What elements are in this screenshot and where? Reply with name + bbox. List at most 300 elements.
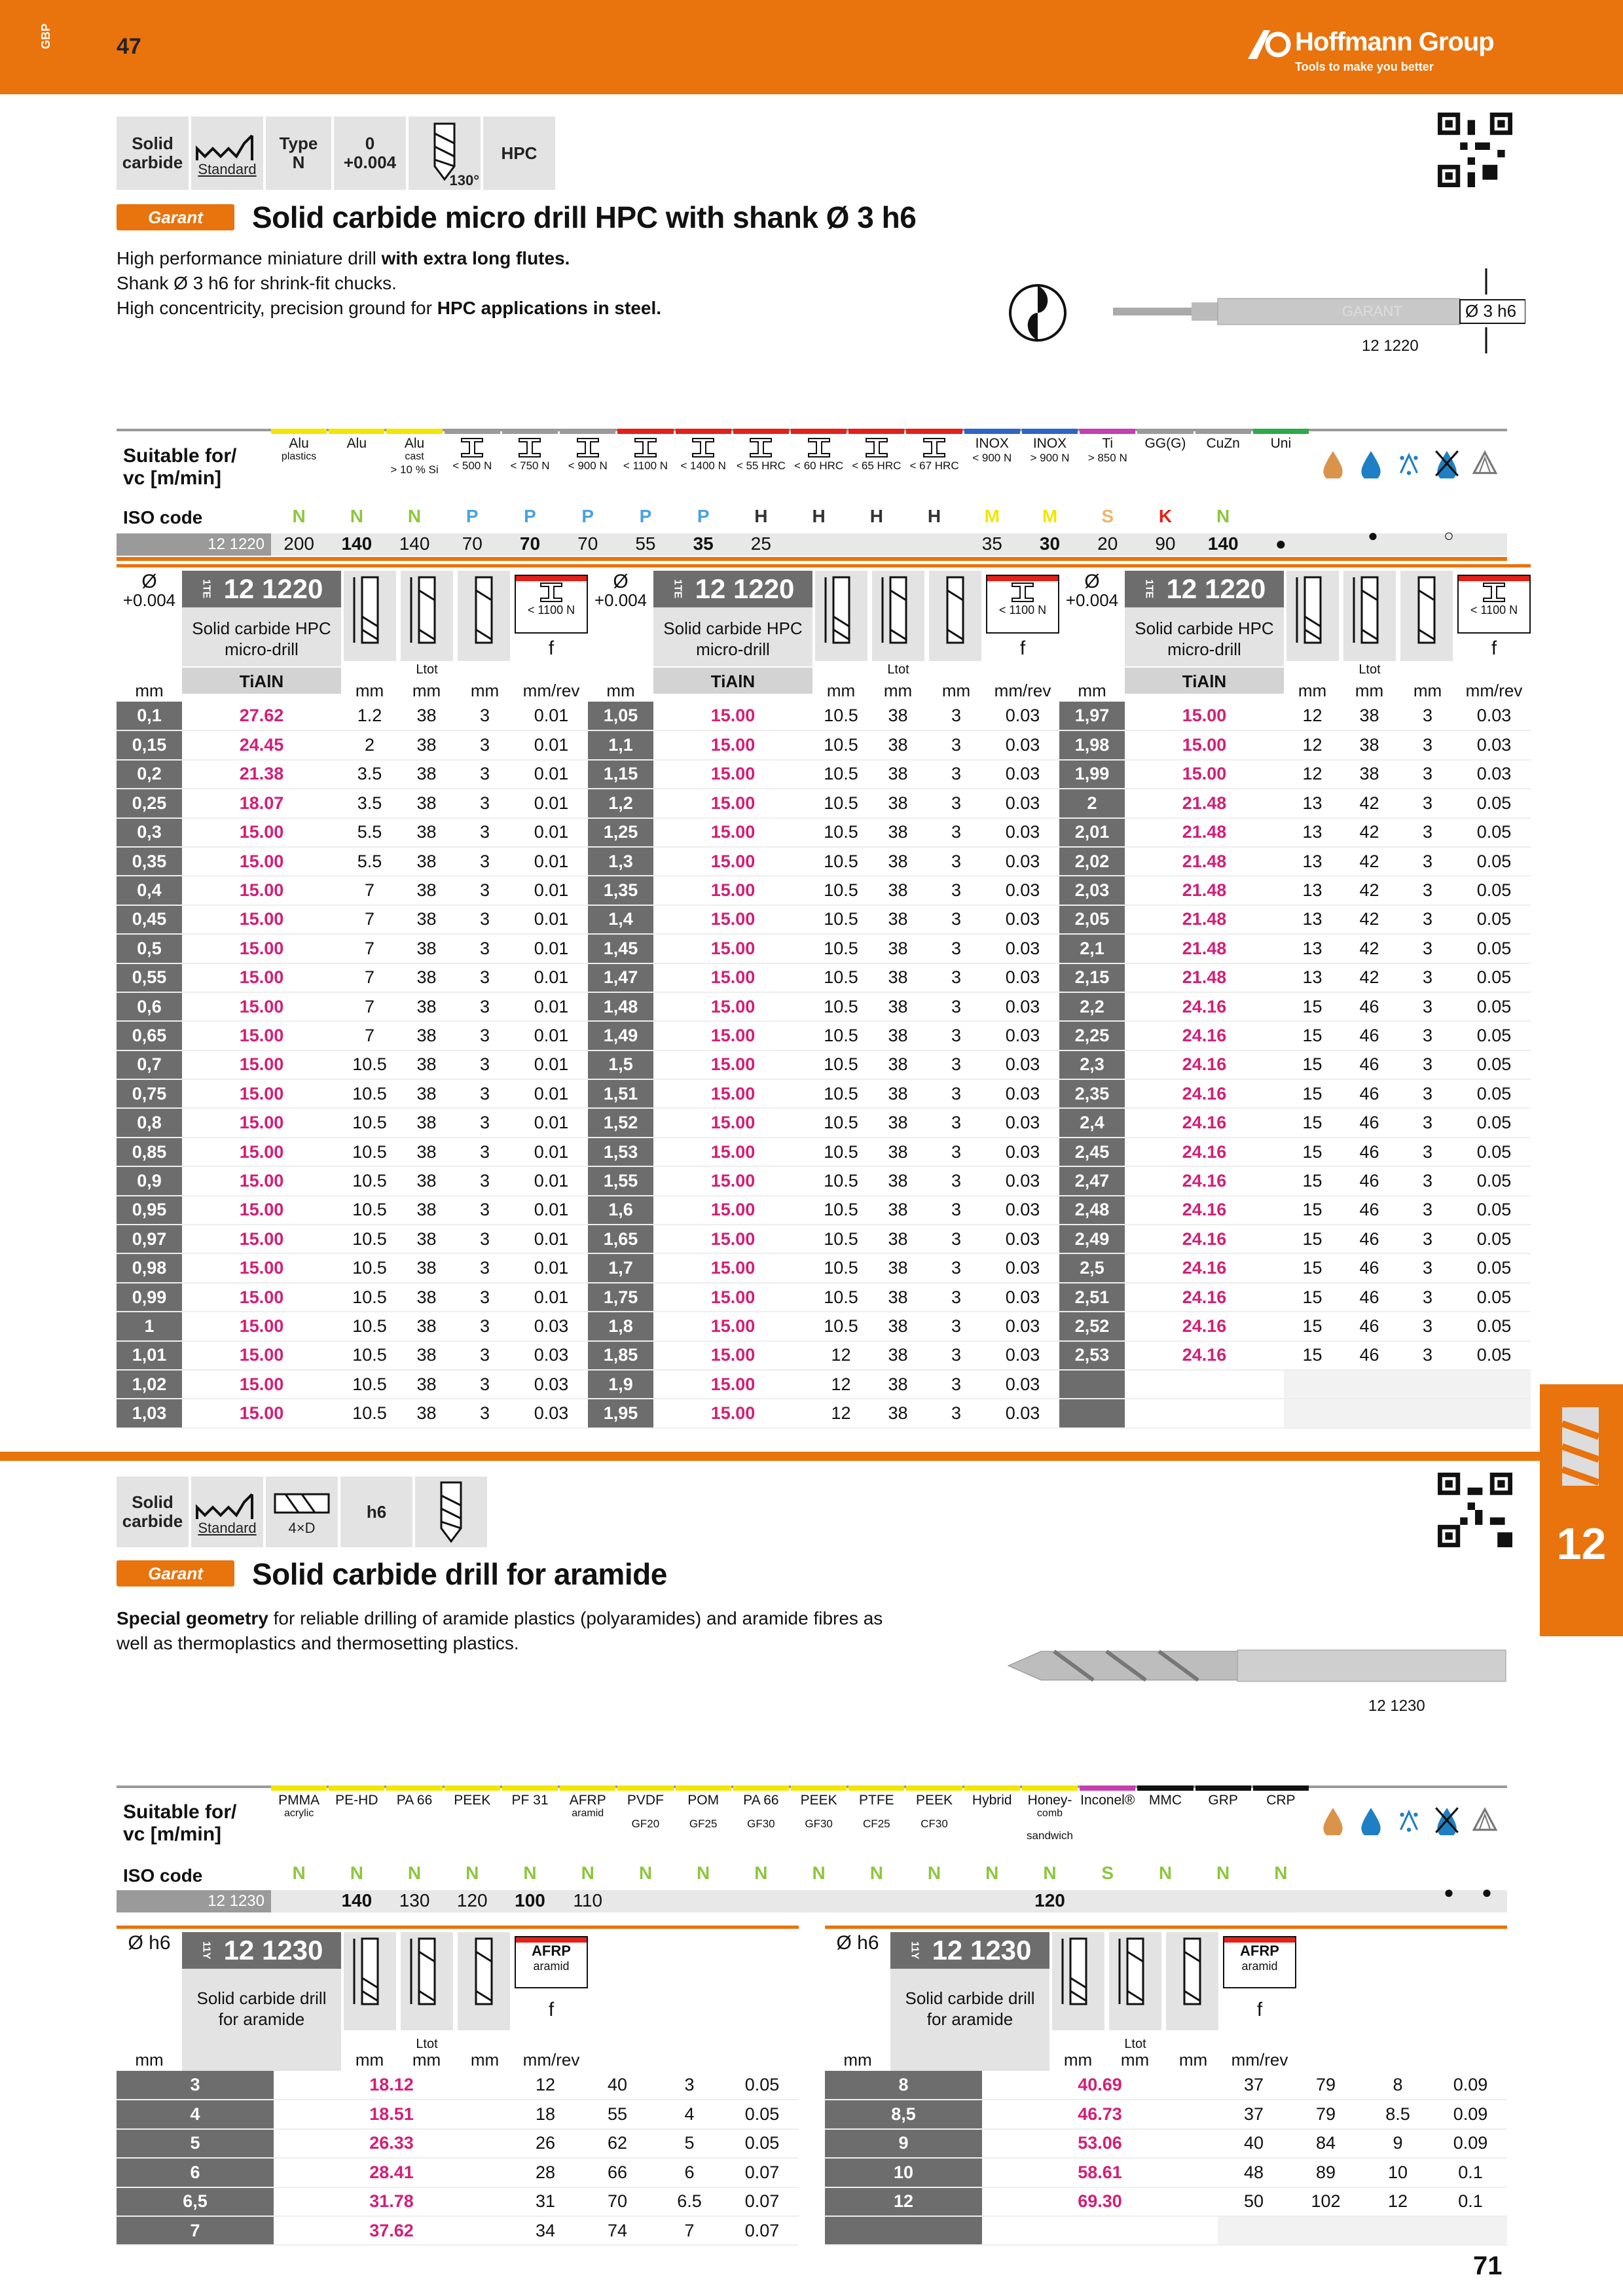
- shank-length-cell: 10.5: [812, 876, 869, 905]
- feed-cell: 0.01: [515, 1166, 588, 1195]
- table-row[interactable]: [117, 760, 588, 789]
- shank-dia-cell: 3: [455, 963, 515, 992]
- table-row[interactable]: [117, 2187, 799, 2216]
- table-row[interactable]: [588, 1370, 1059, 1399]
- price-cell: 15.00: [182, 1079, 341, 1108]
- steel-beam-icon: [733, 437, 789, 459]
- shank-dia-cell: 4: [653, 2100, 725, 2128]
- material-color-bar: [791, 429, 847, 434]
- feed-cell: 0.05: [725, 2071, 799, 2100]
- shank-length-cell: 10.5: [341, 1341, 398, 1370]
- shank-length-cell: 10.5: [812, 1253, 869, 1282]
- unit-label: mm: [1355, 681, 1384, 700]
- material-column: [1137, 1793, 1193, 1863]
- table-row[interactable]: [1059, 963, 1531, 992]
- feed-cell: 0.01: [515, 1253, 588, 1282]
- iso-code: N: [1216, 1863, 1230, 1883]
- shank-dia-cell: 3: [455, 847, 515, 876]
- table-row[interactable]: [1059, 876, 1531, 905]
- feed-cell: 0.05: [1457, 992, 1531, 1021]
- material-color-bar: [964, 429, 1020, 434]
- feed-cell: [1457, 1370, 1531, 1399]
- shank-dia-cell: 3: [653, 2071, 725, 2100]
- shank-dia-cell: 3: [455, 1399, 515, 1427]
- total-length-cell: 46: [1341, 1225, 1398, 1253]
- product-block: [825, 1926, 1507, 2257]
- diameter-cell: 1,6: [588, 1196, 653, 1225]
- diameter-cell: 2,45: [1059, 1138, 1125, 1166]
- f-label: f: [548, 637, 555, 659]
- desc1-line3b: HPC applications in steel.: [437, 298, 662, 318]
- table-row[interactable]: [588, 1283, 1059, 1312]
- material-color-bar: [1253, 1785, 1309, 1791]
- total-length-cell: 38: [398, 1283, 455, 1312]
- shank-length-cell: 48: [1218, 2158, 1290, 2187]
- diameter-cell: 0,25: [117, 789, 182, 817]
- table-row[interactable]: [825, 2158, 1507, 2187]
- material-condition: < 65 HRC: [852, 459, 902, 472]
- material-column: [733, 437, 789, 506]
- qr-code-icon: [1438, 113, 1512, 187]
- material-column: [676, 437, 731, 506]
- diameter-cell: 1,15: [588, 760, 653, 789]
- table-row[interactable]: [588, 702, 1059, 730]
- table-row[interactable]: [117, 1225, 588, 1253]
- material-condition: > 900 N: [1030, 452, 1070, 464]
- iso-code: N: [869, 1863, 883, 1883]
- table-row[interactable]: [117, 963, 588, 992]
- diameter-cell: 1,35: [588, 876, 653, 905]
- table-row[interactable]: [588, 1050, 1059, 1079]
- shank-length-cell: 15: [1284, 992, 1341, 1021]
- material-color-bar: [560, 1785, 615, 1791]
- table-row[interactable]: [1059, 992, 1531, 1021]
- block-top-rule: [117, 564, 588, 567]
- shank-dia-cell: 3: [926, 1108, 986, 1137]
- total-length-cell: 38: [869, 1253, 926, 1282]
- total-length-cell: 38: [398, 789, 455, 817]
- iso-code: M: [1042, 506, 1058, 526]
- feed-cell: 0.03: [986, 1253, 1059, 1282]
- shank-dia-cell: 3: [926, 934, 986, 963]
- total-length-cell: 46: [1341, 1253, 1398, 1282]
- table-row[interactable]: [117, 1138, 588, 1166]
- shank-dia-cell: 3: [1398, 789, 1457, 817]
- price-cell: [1125, 1370, 1284, 1399]
- shank-dia-cell: 3: [1398, 1196, 1457, 1225]
- table-row[interactable]: [117, 2129, 799, 2158]
- shank-length-cell: 12: [812, 1341, 869, 1370]
- diameter-cell: 1,9: [588, 1370, 653, 1399]
- product2-image-code: 12 1230: [1368, 1697, 1425, 1715]
- iso-code: N: [638, 1863, 653, 1883]
- tool-type: 11Y: [909, 1941, 921, 1960]
- diameter-cell: 1,2: [588, 789, 653, 817]
- diameter-cell: 2,15: [1059, 963, 1125, 992]
- iso-code: H: [927, 506, 941, 526]
- material-color-bar: [791, 1785, 847, 1791]
- qr-code-1[interactable]: [1438, 113, 1512, 187]
- unit-label: mm: [412, 681, 441, 700]
- total-length-cell: 38: [869, 1341, 926, 1370]
- table-row[interactable]: [1059, 1108, 1531, 1137]
- table-row[interactable]: [117, 905, 588, 934]
- feed-cell: 0.07: [725, 2216, 799, 2245]
- brand-logo: [1244, 26, 1519, 79]
- col-dia: Ø: [613, 571, 629, 592]
- shank-length-cell: 37: [1218, 2071, 1290, 2100]
- picto2-ratio: [266, 1477, 338, 1547]
- diameter-cell: 1,65: [588, 1225, 653, 1253]
- diameter-cell: 0,45: [117, 905, 182, 934]
- ltot-label: Ltot: [1124, 2037, 1146, 2051]
- material-color-bar: [848, 429, 904, 434]
- table-row[interactable]: [588, 1312, 1059, 1340]
- table-row[interactable]: [588, 1399, 1059, 1427]
- price-cell: 15.00: [653, 905, 812, 934]
- table-row[interactable]: [1059, 1166, 1531, 1195]
- product-block: [117, 564, 588, 1448]
- material-column: [329, 1793, 384, 1863]
- diameter-cell: 2,47: [1059, 1166, 1125, 1195]
- unit-label: mm: [1078, 681, 1106, 700]
- table-row[interactable]: [588, 847, 1059, 876]
- drill-section-icon: [1540, 1384, 1623, 1515]
- table-row[interactable]: [1059, 760, 1531, 789]
- table-row[interactable]: [1059, 1079, 1531, 1108]
- picto-tolerance: [334, 117, 406, 190]
- table-row[interactable]: [1059, 1283, 1531, 1312]
- table-row[interactable]: [117, 934, 588, 963]
- price-cell: 15.00: [182, 818, 341, 847]
- cutting-speed-value: ●: [1275, 533, 1286, 554]
- shank-dia-cell: 3: [1398, 1341, 1457, 1370]
- shank-length-cell: 12: [1284, 730, 1341, 759]
- shank-length-cell: 26: [509, 2129, 581, 2158]
- shank-length-cell: 3.5: [341, 760, 398, 789]
- table-row[interactable]: [117, 1021, 588, 1050]
- tool-type: 1TE: [1143, 579, 1155, 599]
- desc1-line1a: High performance miniature drill: [117, 248, 382, 268]
- image-brand-text: GARANT: [1342, 303, 1402, 319]
- material-column: [906, 1793, 962, 1863]
- feed-cell: 0.05: [1457, 905, 1531, 934]
- table-row[interactable]: [117, 1253, 588, 1282]
- table-row[interactable]: [588, 818, 1059, 847]
- diameter-cell: 1,47: [588, 963, 653, 992]
- diameter-cell: 1,53: [588, 1138, 653, 1166]
- material-column: [1080, 437, 1135, 506]
- table-row[interactable]: [825, 2216, 1507, 2245]
- suit2-row-code: 12 1230: [117, 1890, 271, 1912]
- table-row[interactable]: [117, 1050, 588, 1079]
- material-column: [1022, 437, 1078, 506]
- table-row[interactable]: [1059, 1399, 1531, 1427]
- cutting-speed-value: 100: [515, 1890, 545, 1910]
- diameter-cell: 1,3: [588, 847, 653, 876]
- shank-dia-cell: 3: [455, 992, 515, 1021]
- price-cell: 58.61: [982, 2158, 1218, 2187]
- shank-dia-cell: 3: [926, 702, 986, 730]
- iso-code: P: [465, 506, 479, 526]
- price-cell: 15.00: [182, 992, 341, 1021]
- table-row[interactable]: [825, 2129, 1507, 2158]
- brand-name: Hoffmann Group: [1295, 27, 1494, 56]
- table-row[interactable]: [117, 2100, 799, 2128]
- tool-type: 1TE: [672, 579, 684, 599]
- iso-code: K: [1158, 506, 1173, 526]
- feed-cell: 0.1: [1434, 2158, 1507, 2187]
- table-row[interactable]: [117, 876, 588, 905]
- diameter-cell: 2,53: [1059, 1341, 1125, 1370]
- table-row[interactable]: [588, 1225, 1059, 1253]
- shank-length-cell: 13: [1284, 789, 1341, 817]
- shank-dia-cell: 3: [926, 730, 986, 759]
- shank-length-cell: 10.5: [341, 1166, 398, 1195]
- picto-type-label: Type: [279, 134, 318, 154]
- table-row[interactable]: [1059, 1021, 1531, 1050]
- qr-code-2[interactable]: [1438, 1473, 1512, 1547]
- table-row[interactable]: [1059, 1341, 1531, 1370]
- table-row[interactable]: [588, 789, 1059, 817]
- table-row[interactable]: [1059, 1225, 1531, 1253]
- table-row[interactable]: [117, 1341, 588, 1370]
- diameter-cell: 0,8: [117, 1108, 182, 1137]
- table-row[interactable]: [825, 2071, 1507, 2100]
- material-color-bar: [329, 429, 384, 434]
- material-box-label-2: aramid: [533, 1960, 570, 1973]
- diameter-cell: 1,1: [588, 730, 653, 759]
- table-row[interactable]: [588, 1108, 1059, 1137]
- table-row[interactable]: [117, 2216, 799, 2245]
- table-row[interactable]: [1059, 789, 1531, 817]
- material-name: Uni: [1270, 436, 1292, 451]
- shank-dia-cell: 3: [926, 760, 986, 789]
- coolant-value: ○: [1444, 526, 1454, 545]
- iso-code: H: [869, 506, 883, 526]
- feed-cell: 0.01: [515, 1283, 588, 1312]
- table-row[interactable]: [588, 1079, 1059, 1108]
- coolant-value: ●: [1444, 1882, 1454, 1902]
- coating-label: TiAlN: [239, 672, 284, 691]
- table-row[interactable]: [588, 1138, 1059, 1166]
- price-cell: 15.00: [653, 847, 812, 876]
- article-code-box: [182, 1932, 341, 1969]
- feed-cell: 0.01: [515, 963, 588, 992]
- table-row[interactable]: [117, 1079, 588, 1108]
- table-row[interactable]: [1059, 1050, 1531, 1079]
- table-row[interactable]: [117, 730, 588, 759]
- diameter-cell: 0,5: [117, 934, 182, 963]
- feed-cell: 0.09: [1434, 2100, 1507, 2128]
- table-row[interactable]: [588, 934, 1059, 963]
- diameter-cell: 2,49: [1059, 1225, 1125, 1253]
- shank-length-cell: 12: [1284, 760, 1341, 789]
- price-cell: 15.00: [653, 1021, 812, 1050]
- material-sub2: GF30: [805, 1818, 833, 1830]
- table-row[interactable]: [588, 1196, 1059, 1225]
- shank-length-cell: 10.5: [812, 847, 869, 876]
- table-row[interactable]: [117, 2158, 799, 2187]
- table-row[interactable]: [1059, 1138, 1531, 1166]
- diameter-cell: 2,03: [1059, 876, 1125, 905]
- table-row[interactable]: [1059, 730, 1531, 759]
- price-cell: 24.16: [1125, 1166, 1284, 1195]
- diameter-cell: [1059, 1370, 1125, 1399]
- ltot-label: Ltot: [1359, 662, 1381, 677]
- shank-dia-cell: 3: [926, 1399, 986, 1427]
- table-row[interactable]: [588, 992, 1059, 1021]
- desc2-line1a: Special geometry: [117, 1608, 268, 1628]
- table-row[interactable]: [117, 1283, 588, 1312]
- f-label: f: [548, 1999, 555, 2020]
- table-row[interactable]: [117, 992, 588, 1021]
- brand-tagline: Tools to make you better: [1295, 60, 1434, 73]
- table-row[interactable]: [1059, 1196, 1531, 1225]
- material-color-bar: [906, 429, 962, 434]
- product1-description: [117, 246, 968, 321]
- article-name: Solid carbide HPC micro-drill: [1135, 619, 1274, 659]
- diameter-cell: 7: [117, 2216, 274, 2245]
- shank-length-icon: [815, 571, 867, 661]
- total-length-cell: 38: [398, 934, 455, 963]
- table-row[interactable]: [1059, 1370, 1531, 1399]
- table-row[interactable]: [117, 2071, 799, 2100]
- material-name: Ti: [1102, 436, 1114, 451]
- feed-cell: 0.03: [986, 1138, 1059, 1166]
- table-row[interactable]: [1059, 934, 1531, 963]
- total-length-cell: 38: [869, 876, 926, 905]
- suit2-label-1: Suitable for/: [123, 1801, 237, 1823]
- shank-length-cell: [1284, 1399, 1341, 1427]
- table-row[interactable]: [1059, 1253, 1531, 1282]
- table-row[interactable]: [588, 963, 1059, 992]
- table-row[interactable]: [588, 876, 1059, 905]
- price-cell: 24.16: [1125, 1225, 1284, 1253]
- col-dia: Ø: [1084, 571, 1100, 592]
- shank-length-cell: 10.5: [812, 1079, 869, 1108]
- feed-cell: 0.01: [515, 1079, 588, 1108]
- table-row[interactable]: [117, 1312, 588, 1340]
- price-cell: 24.16: [1125, 1283, 1284, 1312]
- diameter-cell: 1,25: [588, 818, 653, 847]
- material-name: Alu: [346, 436, 367, 451]
- material-column: [848, 1793, 904, 1863]
- total-length-cell: 38: [398, 1312, 455, 1340]
- shank-dia-cell: 3: [455, 1196, 515, 1225]
- unit-label: mm: [355, 681, 384, 700]
- price-cell: 15.00: [653, 1312, 812, 1340]
- table-row[interactable]: [588, 1021, 1059, 1050]
- material-box-bar: [1224, 1937, 1295, 1943]
- feed-cell: 0.07: [725, 2158, 799, 2187]
- material-name: PF 31: [511, 1793, 549, 1808]
- price-cell: 15.00: [653, 1138, 812, 1166]
- shank-length-cell: 10.5: [341, 1225, 398, 1253]
- desc1-line1b: with extra long flutes.: [381, 248, 570, 268]
- table-row[interactable]: [1059, 847, 1531, 876]
- picto-hpc: HPC: [483, 117, 555, 190]
- shank-dia-cell: 3: [1398, 1079, 1457, 1108]
- table-row[interactable]: [1059, 702, 1531, 730]
- table-row[interactable]: [1059, 905, 1531, 934]
- total-length-cell: 38: [398, 1253, 455, 1282]
- table-row[interactable]: [588, 1341, 1059, 1370]
- unit-label: mm/rev: [522, 2050, 580, 2070]
- shank-dia-cell: 3: [926, 1370, 986, 1399]
- total-length-cell: 38: [869, 1196, 926, 1225]
- unit-label: mm/rev: [522, 681, 580, 700]
- material-column: [445, 437, 500, 506]
- table-row[interactable]: [117, 702, 588, 730]
- data-table: [117, 2071, 799, 2246]
- diameter-cell: 1,52: [588, 1108, 653, 1137]
- diameter-cell: 1,48: [588, 992, 653, 1021]
- cutting-speed-value: 120: [1034, 1890, 1065, 1910]
- table-row[interactable]: [825, 2187, 1507, 2216]
- table-row[interactable]: [825, 2100, 1507, 2128]
- table-row[interactable]: [117, 1370, 588, 1399]
- shank-length-cell: 13: [1284, 963, 1341, 992]
- diameter-cell: 1,55: [588, 1166, 653, 1195]
- shank-length-cell: 10.5: [812, 1196, 869, 1225]
- shank-dia-cell: 3: [455, 1079, 515, 1108]
- table-row[interactable]: [117, 1108, 588, 1137]
- table-row[interactable]: [117, 818, 588, 847]
- shank-dia-cell: 3: [926, 1341, 986, 1370]
- steel-beam-icon: [516, 581, 587, 603]
- feed-cell: 0.03: [1457, 702, 1531, 730]
- total-length-cell: 38: [1341, 760, 1398, 789]
- table-row[interactable]: [117, 1166, 588, 1195]
- table-row[interactable]: [117, 847, 588, 876]
- price-cell: 15.00: [653, 992, 812, 1021]
- shank-dia-cell: 3: [926, 818, 986, 847]
- iso-code: N: [465, 1863, 479, 1883]
- shank-length-cell: 7: [341, 963, 398, 992]
- shank-dia-cell: 3: [455, 1253, 515, 1282]
- feed-cell: 0.03: [986, 1021, 1059, 1050]
- table-row[interactable]: [117, 789, 588, 817]
- total-length-cell: 79: [1290, 2100, 1362, 2128]
- table-row[interactable]: [588, 1253, 1059, 1282]
- price-cell: 24.16: [1125, 1079, 1284, 1108]
- material-color-bar: [1137, 1785, 1193, 1791]
- shank-dia-cell: 3: [926, 1079, 986, 1108]
- table-row[interactable]: [588, 760, 1059, 789]
- table-row[interactable]: [117, 1399, 588, 1427]
- diameter-cell: 0,3: [117, 818, 182, 847]
- serration-icon: [196, 1488, 259, 1520]
- total-length-cell: 38: [869, 934, 926, 963]
- total-length-cell: 38: [869, 1312, 926, 1340]
- table-row[interactable]: [588, 730, 1059, 759]
- diameter-cell: 1,99: [1059, 760, 1125, 789]
- table-row[interactable]: [117, 1196, 588, 1225]
- article-code-box: [653, 571, 812, 607]
- table-row[interactable]: [1059, 818, 1531, 847]
- coating-label: TiAlN: [1182, 672, 1227, 691]
- material-sub: cast: [405, 451, 424, 462]
- material-column: [1253, 1793, 1309, 1863]
- table-row[interactable]: [1059, 1312, 1531, 1340]
- dry-drop-icon: [1319, 1805, 1351, 1838]
- table-row[interactable]: [588, 1166, 1059, 1195]
- diameter-cell: 0,35: [117, 847, 182, 876]
- suit2-grid: [271, 1785, 1507, 1912]
- data-table: [117, 702, 588, 1429]
- table-row[interactable]: [588, 905, 1059, 934]
